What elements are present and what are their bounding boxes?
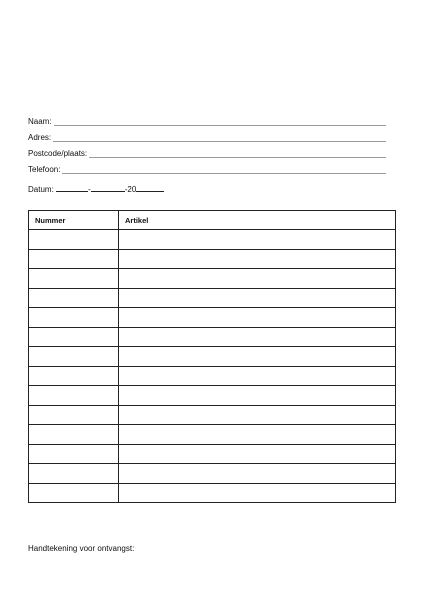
nummer-cell[interactable] — [29, 249, 119, 269]
nummer-cell[interactable] — [29, 425, 119, 445]
artikel-cell[interactable] — [119, 308, 396, 328]
table-row — [29, 327, 396, 347]
table-header-row — [29, 211, 396, 230]
field-label: Telefoon: — [28, 165, 61, 174]
table-row — [29, 288, 396, 308]
nummer-cell[interactable] — [29, 444, 119, 464]
table-row — [29, 308, 396, 328]
table-row — [29, 386, 396, 406]
field-telefoon — [28, 163, 386, 175]
field-postcode-plaats — [28, 147, 386, 159]
field-adres — [28, 131, 386, 143]
table-row — [29, 405, 396, 425]
table-row — [29, 269, 396, 289]
adres-input-line[interactable] — [53, 141, 386, 142]
field-naam — [28, 115, 386, 127]
datum-month-blank[interactable] — [91, 183, 125, 192]
datum-year-prefix: -20 — [124, 185, 137, 194]
artikel-cell[interactable] — [119, 464, 396, 484]
table-row — [29, 425, 396, 445]
datum-year-blank[interactable] — [136, 183, 164, 192]
datum-field — [28, 183, 164, 195]
signature-label: Handtekening voor ontvangst: — [28, 544, 135, 553]
field-label: Naam: — [28, 117, 52, 126]
datum-separator: - — [88, 185, 91, 194]
telefoon-input-line[interactable] — [62, 173, 386, 174]
artikel-cell[interactable] — [119, 249, 396, 269]
nummer-cell[interactable] — [29, 269, 119, 289]
nummer-cell[interactable] — [29, 308, 119, 328]
artikel-cell[interactable] — [119, 386, 396, 406]
artikel-cell[interactable] — [119, 288, 396, 308]
table-row — [29, 230, 396, 250]
table-row — [29, 249, 396, 269]
column-header-nummer: Nummer — [29, 211, 119, 230]
artikel-cell[interactable] — [119, 347, 396, 367]
artikel-cell[interactable] — [119, 366, 396, 386]
artikel-cell[interactable] — [119, 230, 396, 250]
datum-label: Datum: — [28, 185, 54, 194]
nummer-cell[interactable] — [29, 327, 119, 347]
table-row — [29, 464, 396, 484]
nummer-cell[interactable] — [29, 288, 119, 308]
articles-table — [28, 210, 396, 503]
artikel-cell[interactable] — [119, 483, 396, 503]
naam-input-line[interactable] — [54, 125, 386, 126]
nummer-cell[interactable] — [29, 464, 119, 484]
column-header-artikel: Artikel — [119, 211, 396, 230]
nummer-cell[interactable] — [29, 483, 119, 503]
table-row — [29, 483, 396, 503]
artikel-cell[interactable] — [119, 405, 396, 425]
artikel-cell[interactable] — [119, 425, 396, 445]
field-label: Adres: — [28, 133, 52, 142]
artikel-cell[interactable] — [119, 327, 396, 347]
table-row — [29, 347, 396, 367]
artikel-cell[interactable] — [119, 269, 396, 289]
nummer-cell[interactable] — [29, 230, 119, 250]
field-label: Postcode/plaats: — [28, 149, 88, 158]
nummer-cell[interactable] — [29, 366, 119, 386]
table-body — [29, 230, 396, 503]
datum-day-blank[interactable] — [56, 183, 88, 192]
nummer-cell[interactable] — [29, 405, 119, 425]
nummer-cell[interactable] — [29, 386, 119, 406]
table-row — [29, 366, 396, 386]
nummer-cell[interactable] — [29, 347, 119, 367]
table-row — [29, 444, 396, 464]
artikel-cell[interactable] — [119, 444, 396, 464]
postcode-plaats-input-line[interactable] — [89, 157, 386, 158]
